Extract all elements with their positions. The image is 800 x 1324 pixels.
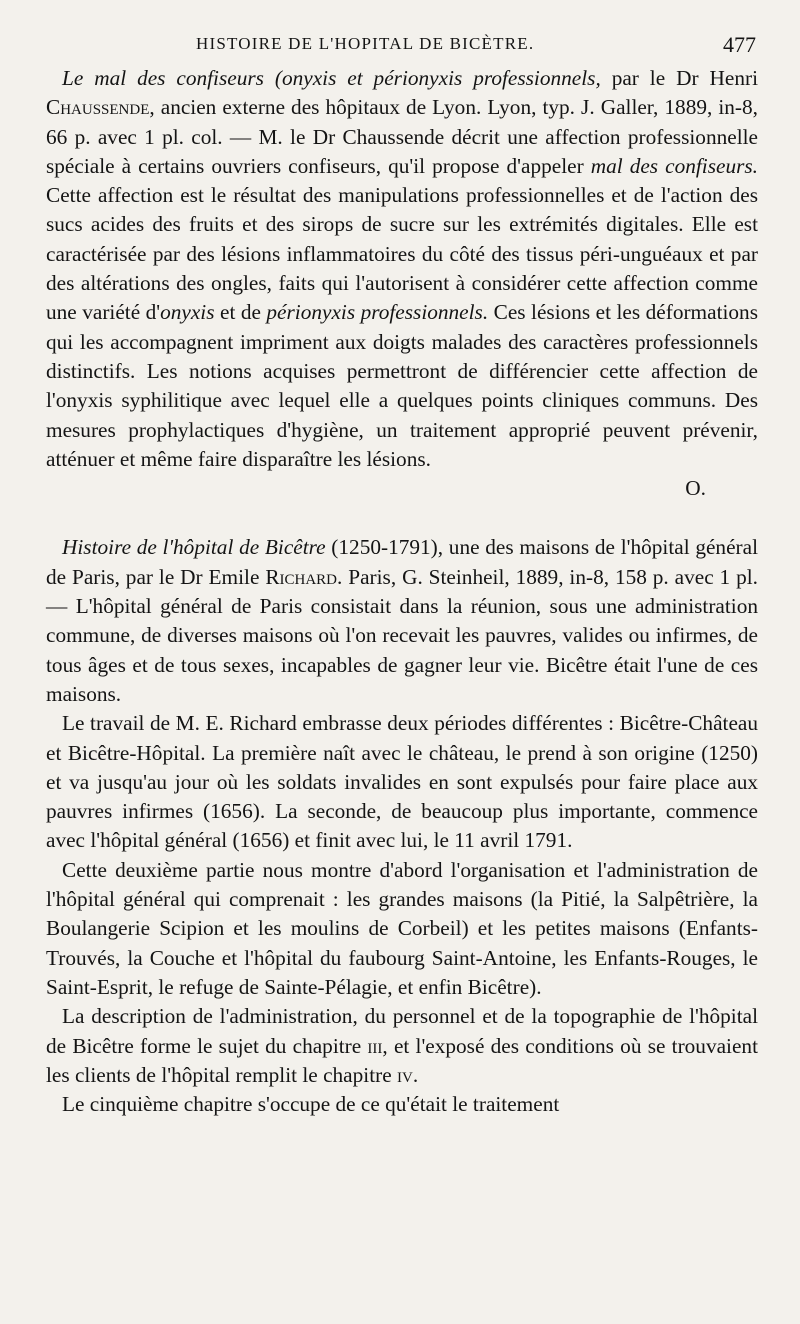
paragraph-fifth-chapter: Le cinquième chapitre s'occupe de ce qu'était le traitement	[62, 1092, 560, 1117]
author-first-name: Henri	[709, 66, 759, 90]
author-last-name-2: Richard.	[265, 564, 343, 589]
page-number: 477	[723, 32, 756, 57]
text-by: par le	[600, 66, 666, 90]
section-gap	[46, 503, 758, 533]
chapters-text-b: , et l'exposé des conditions où se trouvaient les clients de l'hôpital remplit le chapitre	[46, 1033, 758, 1087]
chapter-numeral-iv: iv	[396, 1062, 413, 1087]
term-mal-des-confiseurs: mal des confiseurs.	[590, 153, 758, 178]
running-head	[46, 34, 758, 64]
reviewer-signature: O.	[685, 476, 706, 501]
author-first-name-2: Emile	[202, 564, 266, 589]
review-paragraph-confiseurs	[46, 64, 758, 474]
book-subtitle: (onyxis et périonyxis professionnels,	[274, 66, 601, 90]
review2-text-part-a: (1250-1791), une des maisons de l'hôpital général de Paris, par le	[46, 535, 758, 589]
chapters-text-a: La description de l'administration, du personnel et de la topographie de l'hôpital de Bicêtre forme le sujet du chapitre	[46, 1004, 758, 1058]
paragraph-organisation: Cette deuxième partie nous montre d'abord l'organisation et l'administration de l'hôpital général qui comprenait : les grandes maisons (la Pitié, la Salpêtrière, la Boulangerie Scipion et les moulins de Corbeil) et les petites maisons (Enfants-Trouvés, la Couche et l'hôpital du faubourg Saint-Antoine, les Enfants-Rouges, le Saint-Esprit, le refuge de Sainte-Pélagie, et enfin Bicêtre).	[46, 857, 758, 999]
review-paragraph-bicetre	[46, 533, 758, 709]
running-title: HISTOIRE DE L'HOPITAL DE BICÈTRE.	[196, 34, 535, 53]
review-text-part-b: Ces lésions et les déformations qui les accompagnent impriment aux doigts malades des caractères professionnels distinctifs. Les notions acquises permettront de différencier cette affection de l'onyxis syphilitique avec lequel elle a quelques points cliniques communs. Des mesures prophylactiques d'hygiène, un traitement approprié peuvent prévenir, atténuer et même faire disparaître les lésions.	[46, 300, 758, 471]
book-title: Le mal des confiseurs	[62, 66, 264, 90]
book-title-bicetre: Histoire de l'hôpital de Bicêtre	[62, 535, 326, 560]
chapters-text-c: .	[412, 1062, 419, 1087]
term-perionyxis: périonyxis professionnels.	[266, 300, 489, 325]
paragraph-two-periods: Le travail de M. E. Richard embrasse deux périodes différentes : Bicêtre-Château et Bicêtre-Hôpital. La première naît avec le château, le prend à son origine (1250) et va jusqu'au jour où les soldats invalides en sont expulsés pour faire place aux pauvres infirmes (1656). La seconde, de beaucoup plus importante, commence avec l'hôpital général (1656) et finit avec lui, le 11 avril 1791.	[46, 711, 758, 853]
doctor-abbrev: Dr	[676, 66, 699, 90]
term-onyxis: onyxis	[160, 300, 215, 325]
review-imprint: ancien externe des hôpitaux de Lyon. Lyon, typ. J. Galler, 1889, in-8, 66 p. avec 1 pl. col. — M. le Dr Chaussende décrit une affection professionnelle spéciale à certains ouvriers confiseurs, qu'il propose d'appeler	[46, 95, 758, 178]
body-text	[46, 64, 758, 1119]
doctor-abbrev-2: Dr	[180, 564, 203, 589]
paragraph-chapters	[46, 1002, 758, 1090]
author-last-name: Chaussende,	[46, 95, 155, 120]
review-text-part-a: Cette affection est le résultat des manipulations professionnelles et de l'action des sucs acides des fruits et des sirops de sucre sur les extrémités digitales. Elle est caractérisée par des lésions inflammatoires du côté des tissus péri-unguéaux et par des altérations des ongles, faits qui l'autorisent à considérer cette affection comme une variété d'	[46, 183, 758, 325]
review2-text-part-b: Paris, G. Steinheil, 1889, in-8, 158 p. avec 1 pl. — L'hôpital général de Paris consistait dans la réunion, sous une administration commune, de diverses maisons où l'on recevait les pauvres, valides ou infirmes, de tous âges et de tous sexes, incapables de gagner leur vie. Bicêtre était l'une de ces maisons.	[46, 564, 758, 706]
text-and: et de	[214, 300, 267, 325]
chapter-numeral-iii: iii	[367, 1033, 383, 1058]
